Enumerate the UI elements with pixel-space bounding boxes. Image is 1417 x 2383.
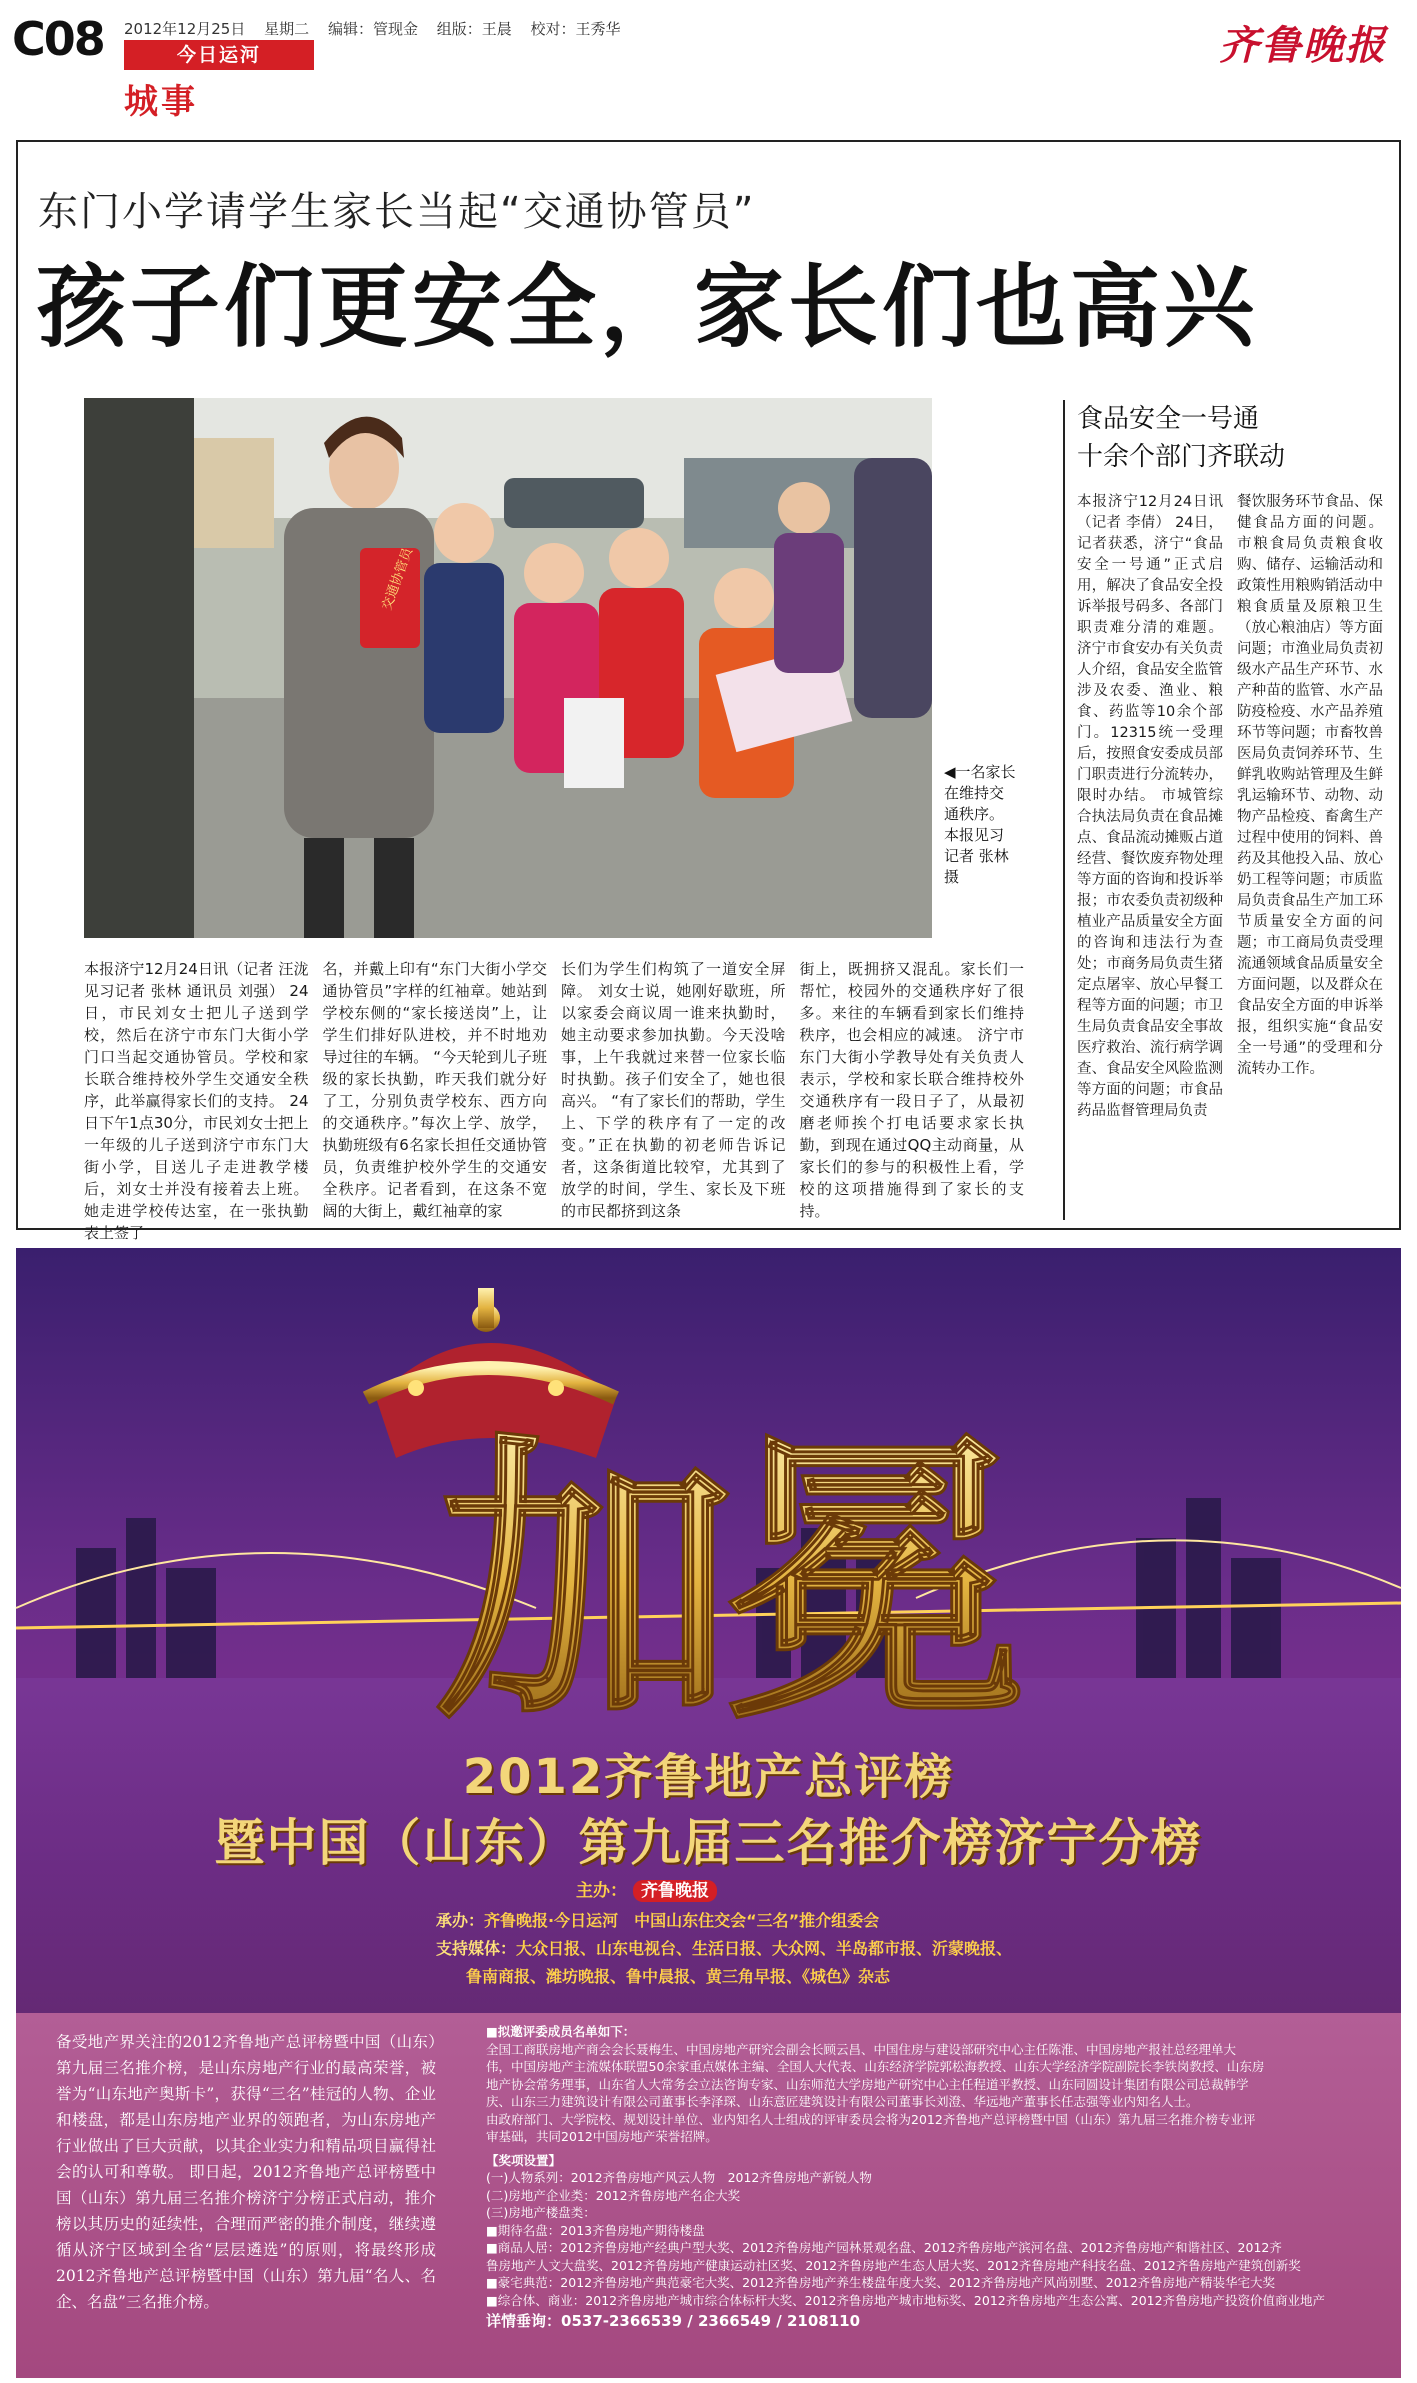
- article-column: 名，并戴上印有“东门大街小学交通协管员”字样的红袖章。她站到学校东侧的“家长接送岗”上，让学生们排好队进校，并不时地劝导过往的车辆。 “今天轮到儿子班级的家长执勤，昨天我们就分好了工，分别负责学校东、西方向的交通秩序。”每次上学、放学，执勤班级有6名家长担任交通协管员，负责维护校外学生的交通安全秩序。记者看到，在这条不宽阔的大街上，戴红袖章的家: [322, 960, 547, 1220]
- article-column: 长们为学生们构筑了一道安全屏障。 刘女士说，她刚好歇班，所以家委会商议周一谁来执勤时，她主动要求参加执勤。今天没啥事，上午我就过来替一位家长临时执勤。孩子们安全了，她也很高兴。 “有了家长们的帮助，学生上、下学的秩序有了一定的改变。”正在执勤的初老师告诉记者，这条街道比较窄，尤其到了放学的时间，学生、家长及下班的市民都挤到这条: [561, 960, 786, 1220]
- ad-host: [576, 1876, 717, 1901]
- award-line: (一)人物系列：2012齐鲁房地产风云人物 2012齐鲁房地产新锐人物: [486, 2170, 872, 2185]
- award-line: ■豪宅典范：2012齐鲁房地产典范豪宅大奖、2012齐鲁房地产养生楼盘年度大奖、2012齐鲁房地产风尚别墅、2012齐鲁房地产精装华宅大奖: [486, 2275, 1276, 2290]
- proof-credit: 校对：王秀华: [530, 20, 621, 38]
- ad-subtitle-1: 2012齐鲁地产总评榜: [462, 1749, 955, 1805]
- article-column: 本报济宁12月24日讯（记者 汪泷 见习记者 张林 通讯员 刘强） 24日，市民刘女士把儿子送到学校，然后在济宁市东门大街小学门口当起交通协管员。学校和家长联合维持校外学生交通安全秩序，此举赢得家长们的支持。 24日下午1点30分，市民刘女士把上一年级的儿子送到济宁市东门大街小学，目送儿子走进教学楼后，刘女士并没有接着去上班。她走进学校传达室，在一张执勤表上签了: [84, 960, 309, 1242]
- masthead-info: [124, 18, 635, 39]
- issue-weekday: 星期二: [264, 20, 310, 38]
- hotline-number: 0537-2366539 / 2366549 / 2108110: [561, 2312, 861, 2330]
- photo-caption: ◀一名家长在维持交通秩序。本报见习记者 张林 摄: [944, 763, 1016, 886]
- media-line: [436, 1936, 1012, 1959]
- award-line: (三)房地产楼盘类：: [486, 2205, 596, 2220]
- newspaper-logo: 齐鲁晚报: [1219, 22, 1387, 69]
- judges-line: 全国工商联房地产商会会长聂梅生、中国房地产研究会副会长顾云昌、中国住房与建设部研究中心主任陈淮、中国房地产报社总经理单大: [486, 2041, 1237, 2057]
- judges-line: 伟，中国房地产主流媒体联盟50余家重点媒体主编、全国人大代表、山东经济学院郭松海教授、山东大学经济学院副院长李铁岗教授、山东房: [486, 2059, 1265, 2074]
- ad-details: [16, 2013, 1401, 2378]
- sidebar-title-line1: 食品安全一号通: [1077, 404, 1260, 434]
- news-photo: [84, 398, 932, 938]
- channel-tab: 今日运河: [124, 40, 314, 70]
- sidebar-column: 餐饮服务环节食品、保健食品方面的问题。 市粮食局负责粮食收购、储存、运输活动和政策性用粮购销活动中粮食质量及原粮卫生（放心粮油店）等方面问题；市渔业局负责初级水产品生产环节、水产种苗的监管、水产品防疫检疫、水产品养殖环节等问题；市畜牧兽医局负责饲养环节、生鲜乳收购站管理及生鲜乳运输环节、动物、动物产品检疫、畜禽生产过程中使用的饲料、兽药及其他投入品、放心奶工程等问题；市质监局负责食品生产加工环节质量安全方面的问题；市工商局负责受理流通领域食品质量安全方面问题，以及群众在食品安全方面的申诉举报，组织实施“食品安全一号通”的受理和分流转办工作。: [1237, 494, 1383, 1077]
- page-number: C08: [12, 12, 104, 66]
- article-headline: 孩子们更安全，家长们也高兴: [36, 255, 1258, 360]
- news-article: [16, 140, 1401, 1242]
- awards-heading: 【奖项设置】: [486, 2152, 562, 2168]
- judges-line: 地产协会常务理事，山东省人大常务会立法咨询专家、山东师范大学房地产研究中心主任程道平教授、山东同圆设计集团有限公司总裁韩学: [486, 2076, 1249, 2092]
- hotline-label: 详情垂询：: [486, 2312, 562, 2330]
- ad-intro: 备受地产界关注的2012齐鲁地产总评榜暨中国（山东）第九届三名推介榜，是山东房地产行业的最高荣誉，被誉为“山东地产奥斯卡”，获得“三名”桂冠的人物、企业和楼盘，都是山东房地产业界的领跑者，为山东房地产行业做出了巨大贡献，以其企业实力和精品项目赢得社会的认可和尊敬。 即日起，2012齐鲁地产总评榜暨中国（山东）第九届三名推介榜济宁分榜正式启动，推介榜以其历史的延续性，合理而严密的推介制度，继续遵循从济宁区域到全省“层层遴选”的原则，将最终形成2012齐鲁地产总评榜暨中国（山东）第九届“名人、名企、名盘”三名推介榜。: [56, 2033, 436, 2311]
- ad-judges-awards: [486, 2023, 1376, 2331]
- real-estate-ad: [16, 1248, 1401, 2378]
- issue-date: 2012年12月25日: [124, 20, 246, 38]
- masthead: [0, 0, 1417, 125]
- judges-line: 由政府部门、大学院校、规划设计单位、业内知名人士组成的评审委员会将为2012齐鲁地产总评榜暨中国（山东）第九届三名推介榜专业评: [486, 2111, 1256, 2127]
- section-title: 城事: [124, 82, 198, 122]
- organizer-text: 齐鲁晚报·今日运河 中国山东住交会“三名”推介组委会: [484, 1911, 880, 1930]
- award-line: 鲁房地产人文大盘奖、2012齐鲁房地产健康运动社区奖、2012齐鲁房地产生态人居大奖、2012齐鲁房地产科技名盘、2012齐鲁房地产建筑创新奖: [486, 2257, 1301, 2273]
- award-line: ■期待名盘：2013齐鲁房地产期待楼盘: [486, 2222, 705, 2238]
- award-line: ■商品人居：2012齐鲁房地产经典户型大奖、2012齐鲁房地产园林景观名盘、2012齐鲁房地产滨河名盘、2012齐鲁房地产和谐社区、2012齐: [486, 2240, 1282, 2255]
- judges-heading: ■拟邀评委成员名单如下：: [486, 2024, 636, 2039]
- media-text: 大众日报、山东电视台、生活日报、大众网、半岛都市报、沂蒙晚报、: [516, 1939, 1013, 1958]
- article-column: 街上，既拥挤又混乱。家长们一帮忙，校园外的交通秩序好了很多。来往的车辆看到家长们维持秩序，也会相应的减速。 济宁市东门大街小学教导处有关负责人表示，学校和家长联合维持校外交通秩序有一段日子了，从最初磨老师挨个打电话要求家长执勤，到现在通过QQ主动商量，从家长们的参与的积极性上看，学校的这项措施得到了家长的支持。: [799, 960, 1024, 1220]
- layout-credit: 组版：王晨: [436, 20, 512, 38]
- armband-text: 交通协管员: [379, 545, 416, 613]
- article-subhead: 东门小学请学生家长当起“交通协管员”: [38, 189, 756, 235]
- judges-line: 审基础，共同2012中国房地产荣誉招牌。: [486, 2129, 718, 2144]
- judges-line: 庆、山东三力建筑设计有限公司董事长李泽琛、山东意匠建筑设计有限公司董事长刘澄、华远地产董事长任志强等业内知名人士。: [486, 2094, 1199, 2109]
- sidebar-title-line2: 十余个部门齐联动: [1077, 442, 1286, 472]
- article-body: [84, 958, 1024, 1242]
- host-logo: 齐鲁晚报: [633, 1880, 717, 1902]
- photo-illustration: [84, 398, 932, 938]
- host-label: 主办：: [576, 1881, 627, 1901]
- award-line: ■综合体、商业：2012齐鲁房地产城市综合体标杆大奖、2012齐鲁房地产城市地标奖、2012齐鲁房地产生态公寓、2012齐鲁房地产投资价值商业地产: [486, 2292, 1326, 2308]
- ad-big-title: 加冕: [436, 1406, 1016, 1759]
- media-line-2: 鲁南商报、潍坊晚报、鲁中晨报、黄三角早报、《城色》杂志: [466, 1967, 891, 1986]
- ad-subtitle-2: 暨中国（山东）第九届三名推介榜济宁分榜: [214, 1814, 1203, 1872]
- editor-credit: 编辑：管现金: [327, 20, 418, 38]
- media-label: 支持媒体：: [436, 1939, 517, 1958]
- organizer-label: 承办：: [436, 1911, 485, 1930]
- hotline: [486, 2313, 1376, 2331]
- award-line: (二)房地产企业类：2012齐鲁房地产名企大奖: [486, 2187, 741, 2203]
- sidebar-column: 本报济宁12月24日讯（记者 李倩） 24日，记者获悉，济宁“食品安全一号通”正式启用，解决了食品安全投诉举报号码多、各部门职责难分清的难题。 济宁市食安办有关负责人介绍，食品安全监管涉及农委、渔业、粮食、药监等10余个部门。12315统一受理后，按照食安委成员部门职责进行分流转办，限时办结。 市城管综合执法局负责在食品摊点、食品流动摊贩占道经营、餐饮废弃物处理等方面的咨询和投诉举报；市农委负责初级种植业产品质量安全方面的咨询和违法行为查处；市商务局负责生猪定点屠宰、放心早餐工程等方面的问题；市卫生局负责食品安全事故医疗救治、流行病学调查、食品安全风险监测等方面的问题；市食品药品监督管理局负责: [1077, 494, 1223, 1119]
- organizer-line: [436, 1908, 879, 1931]
- sidebar-article: [1063, 400, 1383, 1220]
